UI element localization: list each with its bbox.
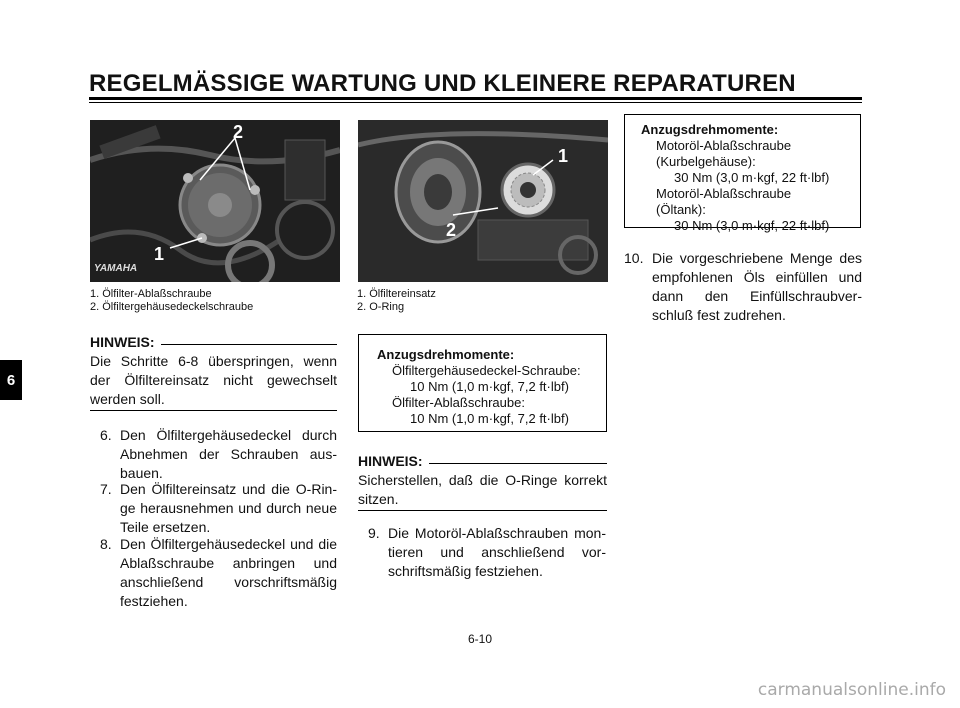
note-end-rule — [358, 510, 607, 511]
step-10 — [624, 249, 862, 325]
callout-2: 2 — [446, 220, 457, 240]
torque-value: 30 Nm (3,0 m·kgf, 22 ft·lbf) — [674, 170, 830, 185]
note-end-rule — [90, 410, 337, 411]
torque-item: (Kurbelgehäuse): — [656, 154, 756, 169]
title-rule-thin — [89, 102, 862, 103]
note-heading — [90, 334, 337, 350]
torque-item: (Öltank): — [656, 202, 706, 217]
callout-2: 2 — [233, 122, 244, 142]
step-number: 8. — [100, 536, 112, 552]
torque-heading: Anzugsdrehmomente: — [377, 347, 515, 362]
torque-heading: Anzugsdrehmomente: — [641, 122, 779, 137]
page-number: 6-10 — [467, 632, 493, 646]
figure-caption: 2. Ölfiltergehäusedeckelschraube — [90, 301, 254, 313]
step-8 — [100, 535, 337, 611]
note-text: Sicherstellen, daß die O-Ringe korrekt sitzen. — [358, 472, 607, 507]
oil-filter-cover-photo — [90, 120, 340, 282]
step-6 — [100, 426, 337, 483]
yamaha-logo: YAMAHA — [94, 263, 138, 274]
watermark: carmanualsonline.info — [757, 680, 946, 700]
step-9 — [368, 524, 606, 581]
step-text: Den Ölfiltergehäusedeckel durch Abnehmen der Schrauben aus- bauen. — [120, 427, 337, 481]
step-number: 7. — [100, 481, 112, 497]
figure-caption: 2. O-Ring — [357, 301, 405, 313]
torque-box-drain — [624, 114, 861, 233]
note-rule — [161, 344, 337, 345]
figure-caption: 1. Ölfiltereinsatz — [357, 288, 436, 300]
torque-item: Ölfilter-Ablaßschraube: — [392, 395, 525, 410]
step-7 — [100, 480, 337, 537]
engine-illustration — [358, 120, 608, 282]
callout-1: 1 — [558, 146, 569, 166]
step-number: 10. — [624, 250, 644, 266]
note-heading-label: HINWEIS: — [358, 453, 423, 469]
note-rule — [429, 463, 607, 464]
step-text: Die Motoröl-Ablaßschrauben mon- tieren und anschließend vor- schriftsmäßig festziehen. — [388, 525, 606, 579]
title-rule-thick — [89, 97, 862, 100]
torque-value: 10 Nm (1,0 m·kgf, 7,2 ft·lbf) — [410, 379, 569, 394]
torque-box-filter — [358, 334, 607, 432]
chapter-tab: 6 — [0, 360, 22, 400]
step-text: Den Ölfiltergehäusedeckel und die Ablaßschraube anbringen und anschließend vorschriftsmäßig festziehen. — [120, 536, 337, 609]
page-title: REGELMÄSSIGE WARTUNG UND KLEINERE REPARATUREN — [89, 70, 796, 97]
figure-caption: 1. Ölfilter-Ablaßschraube — [90, 288, 212, 300]
torque-item: Motoröl-Ablaßschraube — [656, 186, 792, 201]
torque-value: 30 Nm (3,0 m·kgf, 22 ft·lbf) — [674, 218, 830, 233]
note-heading-label: HINWEIS: — [90, 334, 155, 350]
callout-1: 1 — [154, 244, 165, 264]
oil-filter-element-photo — [358, 120, 608, 282]
torque-item: Motoröl-Ablaßschraube — [656, 138, 792, 153]
note-heading — [358, 453, 607, 469]
step-number: 6. — [100, 427, 112, 443]
torque-item: Ölfiltergehäusedeckel-Schraube: — [392, 363, 581, 378]
torque-value: 10 Nm (1,0 m·kgf, 7,2 ft·lbf) — [410, 411, 569, 426]
step-number: 9. — [368, 525, 380, 541]
engine-illustration — [90, 120, 340, 282]
step-text: Den Ölfiltereinsatz und die O-Rin- ge herausnehmen und durch neue Teile ersetzen. — [120, 481, 337, 535]
note-text: Die Schritte 6-8 überspringen, wenn der Ölfiltereinsatz nicht gewechselt werden soll. — [90, 353, 337, 407]
step-text: Die vorgeschriebene Menge des empfohlenen Öls einfüllen und dann den Einfüllschraubver- schluß fest zudrehen. — [652, 250, 862, 323]
